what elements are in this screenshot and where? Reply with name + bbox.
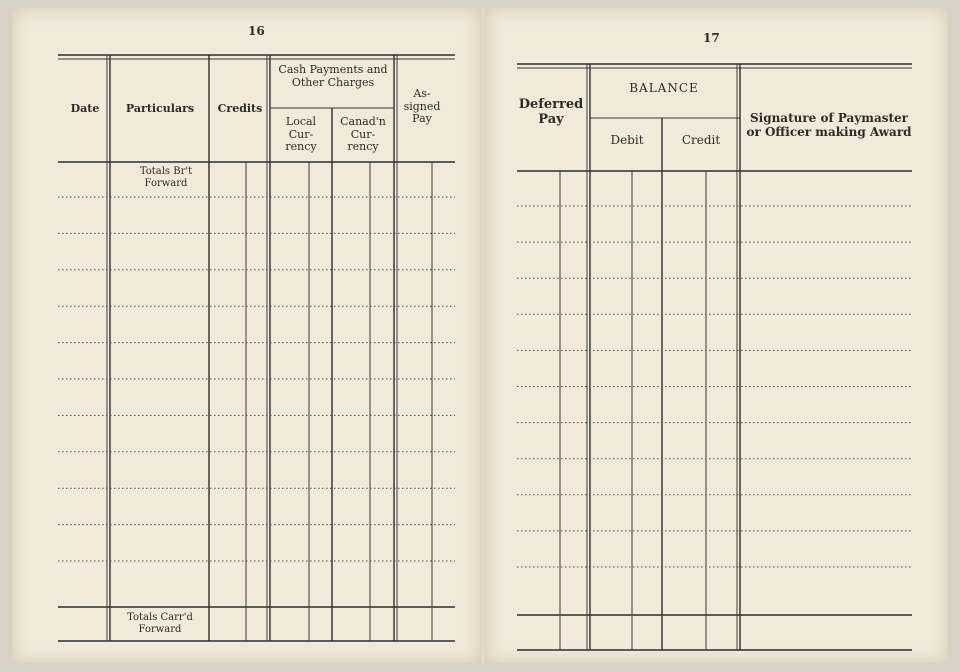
date-header: Date [70, 102, 100, 115]
signature-header: Signature of Paymaster or Officer making Award [746, 111, 912, 139]
assigned-pay-header: As- signed Pay [403, 87, 441, 126]
credit-header: Credit [681, 133, 721, 147]
local-currency-header: Local Cur- rency [285, 115, 317, 154]
totals-brought-forward: Totals Br't Forward [139, 166, 193, 189]
particulars-header: Particulars [125, 102, 195, 115]
cash-payments-header: Cash Payments and Other Charges [278, 63, 388, 89]
right-page-number: 17 [703, 31, 720, 45]
canadian-currency-header: Canad'n Cur- rency [340, 115, 386, 154]
deferred-pay-header: Deferred Pay [518, 97, 584, 127]
totals-carried-forward: Totals Carr'd Forward [127, 612, 193, 635]
debit-header: Debit [610, 133, 644, 147]
left-page-number: 16 [248, 24, 265, 38]
balance-header: BALANCE [629, 81, 699, 95]
credits-header: Credits [217, 102, 263, 115]
